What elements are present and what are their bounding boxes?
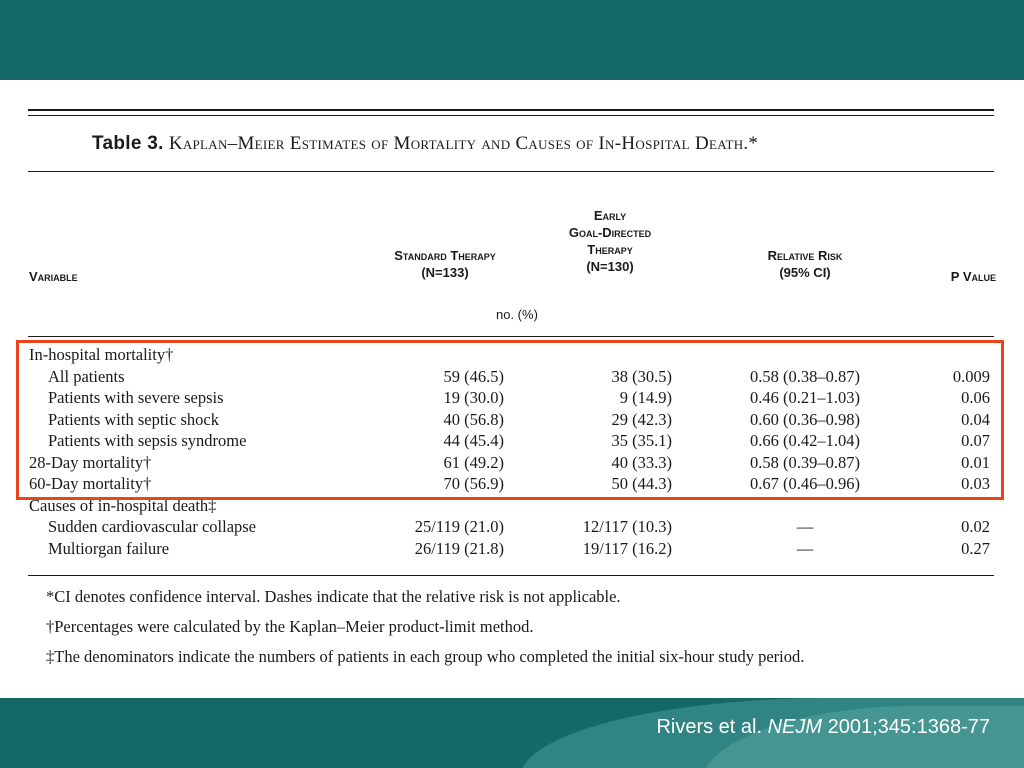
row-label: 60-Day mortality† [29, 474, 152, 493]
cell-egdt: 35 (35.1) [611, 431, 672, 450]
cell-p-value: 0.01 [961, 452, 990, 472]
table-row [0, 517, 1024, 538]
header-egdt-line2: Goal-Directed [568, 225, 652, 240]
citation-journal: NEJM [767, 716, 823, 738]
row-label: Patients with severe sepsis [48, 388, 224, 407]
highlight-box [16, 340, 1004, 500]
table-top-rule [28, 109, 994, 111]
citation-authors: Rivers et al. [656, 716, 768, 738]
title-rule [28, 171, 994, 172]
header-rr-ci: (95% CI) [779, 265, 831, 280]
citation [656, 716, 990, 739]
cell-egdt: 38 (30.5) [611, 366, 672, 386]
cell-egdt: 9 (14.9) [619, 388, 672, 407]
cell-relative-risk: 0.60 (0.36–0.98) [750, 409, 860, 429]
header-egdt-line1: Early [593, 208, 627, 223]
cell-relative-risk: 0.58 (0.39–0.87) [750, 452, 860, 472]
cell-relative-risk: 0.67 (0.46–0.96) [750, 474, 860, 493]
header-standard-n: (N=133) [421, 265, 469, 280]
top-band [0, 0, 1024, 80]
cell-p-value: 0.03 [961, 474, 990, 493]
header-egdt-n: (N=130) [586, 259, 634, 274]
row-label: Causes of in-hospital death‡ [29, 495, 217, 515]
cell-standard: 25/119 (21.0) [414, 517, 504, 536]
table-row [0, 539, 1024, 560]
footnote-denominators: ‡The denominators indicate the numbers of patients in each group who completed the initial six-hour study period. [46, 647, 805, 666]
header-egdt [530, 207, 690, 275]
cell-relative-risk: 0.58 (0.38–0.87) [750, 366, 860, 386]
cell-standard: 70 (56.9) [443, 474, 504, 493]
cell-relative-risk: 0.46 (0.21–1.03) [750, 388, 860, 407]
header-rr-title: Relative Risk [767, 248, 843, 263]
row-label: Sudden cardiovascular collapse [48, 517, 257, 536]
bottom-rule [28, 575, 994, 576]
cell-p-value: 0.009 [952, 366, 990, 386]
header-egdt-line3: Therapy [587, 242, 633, 257]
row-label: All patients [48, 366, 125, 386]
header-standard [360, 247, 530, 281]
cell-p-value: 0.07 [961, 431, 990, 450]
cell-egdt: 29 (42.3) [611, 409, 672, 429]
cell-egdt: 19/117 (16.2) [582, 538, 672, 558]
header-variable: Variable [29, 269, 78, 284]
cell-standard: 19 (30.0) [443, 388, 504, 407]
row-label: Patients with septic shock [48, 409, 219, 429]
header-relative-risk [720, 247, 890, 281]
header-rule [28, 336, 994, 337]
header-p-value: P Value [950, 269, 996, 284]
row-label: 28-Day mortality† [29, 452, 152, 472]
cell-relative-risk: — [796, 538, 814, 558]
table-top-rule-thin [28, 115, 994, 116]
row-label: Multiorgan failure [48, 538, 170, 558]
cell-standard: 26/119 (21.8) [414, 538, 504, 558]
cell-egdt: 40 (33.3) [611, 452, 672, 472]
row-label: In-hospital mortality† [29, 345, 174, 364]
cell-egdt: 50 (44.3) [611, 474, 672, 493]
row-label: Patients with sepsis syndrome [48, 431, 247, 450]
cell-p-value: 0.04 [961, 409, 990, 429]
cell-standard: 61 (49.2) [443, 452, 504, 472]
header-standard-title: Standard Therapy [394, 248, 496, 263]
footnote-percentages: †Percentages were calculated by the Kaplan–Meier product-limit method. [46, 617, 534, 636]
cell-standard: 59 (46.5) [443, 366, 504, 386]
table-number: Table 3. [92, 133, 164, 154]
table-caption: Kaplan–Meier Estimates of Mortality and Causes of In-Hospital Death.* [168, 133, 759, 154]
cell-standard: 40 (56.8) [443, 409, 504, 429]
cell-p-value: 0.27 [961, 538, 990, 558]
cell-p-value: 0.06 [961, 388, 990, 407]
cell-egdt: 12/117 (10.3) [582, 517, 672, 536]
cell-p-value: 0.02 [961, 517, 990, 536]
table-title [92, 133, 758, 155]
cell-standard: 44 (45.4) [443, 431, 504, 450]
cell-relative-risk: — [796, 517, 814, 536]
citation-ref: 2001;345:1368-77 [822, 716, 990, 738]
header-unit: no. (%) [496, 307, 538, 322]
cell-relative-risk: 0.66 (0.42–1.04) [750, 431, 860, 450]
footnote-ci: *CI denotes confidence interval. Dashes indicate that the relative risk is not applicable. [46, 587, 621, 606]
